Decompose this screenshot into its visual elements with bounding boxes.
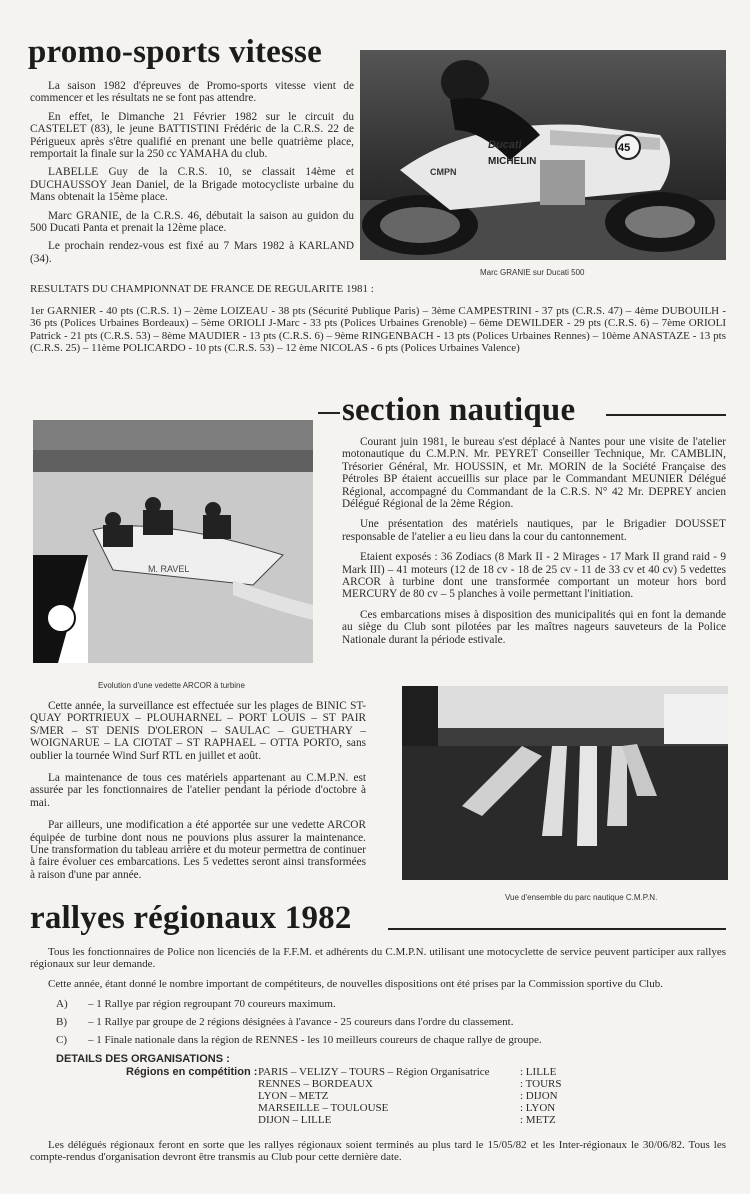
promo-title: promo-sports vitesse: [28, 34, 322, 70]
rallyes-intro-1: Tous les fonctionnaires de Police non licenciés de la F.F.M. et adhérents du C.M.P.N. utilisant une motocyclette de service peuvent participer aux rallyes régionaux sur leur demande.: [30, 946, 726, 971]
rallyes-list-item: [56, 1034, 726, 1046]
rallyes-title-rule: [388, 928, 726, 930]
list-letter: C): [56, 1034, 67, 1046]
boat-photo: [33, 420, 313, 663]
region-group: DIJON – LILLE: [258, 1114, 332, 1126]
list-text: – 1 Rallye par région regroupant 70 coureurs maximum.: [88, 998, 336, 1010]
rallyes-title: rallyes régionaux 1982: [30, 900, 352, 936]
nautique-title-rule: [606, 414, 726, 416]
regions-label: Régions en compétition :: [126, 1066, 258, 1078]
region-group: MARSEILLE – TOULOUSE: [258, 1102, 389, 1114]
list-letter: A): [56, 998, 68, 1010]
rallyes-intro-2: Cette année, étant donné le nombre important de compétiteurs, de nouvelles dispositions ont été prises par la Commission sportive du Club.: [48, 977, 663, 990]
region-row: [258, 1066, 561, 1078]
rallyes-intro: [30, 946, 726, 996]
regions-table: [258, 1066, 561, 1126]
details-title: DETAILS DES ORGANISATIONS :: [56, 1053, 230, 1065]
promo-paragraph-2: En effet, le Dimanche 21 Février 1982 sur le circuit du CASTELET (83), le jeune BATTISTINI Frédéric de la C.R.S. 22 de Périgueux après s'être qualifié en prenant une belle quatrième place, remportait la finale sur la 250 cc YAMAHA du club.: [30, 110, 354, 161]
list-text: – 1 Rallye par groupe de 2 régions désignées à l'avance - 25 coureurs dans l'ordre du classement.: [88, 1016, 514, 1028]
boat-photo-caption: Evolution d'une vedette ARCOR à turbine: [98, 681, 245, 690]
boat-name-text: M. RAVEL: [148, 564, 190, 574]
rallyes-list-item: [56, 998, 726, 1010]
promo-paragraph-3: LABELLE Guy de la C.R.S. 10, se classait 14ème et DUCHAUSSOY Jean Daniel, de la Brigade motocycliste urbaine du Mans obtenait la 15ème place.: [30, 166, 354, 204]
promo-paragraph-5: Le prochain rendez-vous est fixé au 7 Mars 1982 à KARLAND (34).: [30, 240, 354, 265]
nautique-right-paragraph-1: Courant juin 1981, le bureau s'est déplacé à Nantes pour une visite de l'atelier motonautique du C.M.P.N. Mr. PEYRET Conseiller Technique, Mr. CAMBLIN, Trésorier Général, Mr. HOUSSIN, et Mr. MORIN de la Société Française des Pétroles BP étaient accueillis sur place par le Commandant MEUNIER Délégué Régional, accompagné du Commandant de la C.R.S. N° 42 Mr. DEPREY ancien Délégué Régional de la 2ème Région.: [342, 436, 726, 511]
nautique-title-dash: [318, 412, 340, 414]
motorcycle-photo-caption: Marc GRANIE sur Ducati 500: [480, 268, 585, 277]
region-row: [258, 1114, 561, 1126]
nautique-text-right: [342, 436, 726, 652]
tank-text: Ducati: [488, 139, 522, 151]
region-organizer: : DIJON: [520, 1090, 558, 1102]
promo-paragraph-4: Marc GRANIE, de la C.R.S. 46, débutait la saison au guidon du 500 Ducati Panta et prenait la 12ème place.: [30, 209, 354, 235]
nautique-left-paragraph-1: Cette année, la surveillance est effectuée sur les plages de BINIC ST-QUAY PORTRIEUX – PLOUHARNEL – PORT LOUIS – ST PAIR S/MER – ST DENIS D'OLERON – SAULAC – GUETHARY – WOIGNARUE – LA CIOTAT – ST RAPHAEL – OTTA PORTO, sans oublier la tournée Wind Surf RTL en juillet et août.: [30, 700, 366, 762]
nautique-left-paragraph-2: La maintenance de tous ces matériels appartenant au C.M.P.N. est assurée par les fonctionnaires de l'atelier pendant la période d'octobre à mai.: [30, 772, 366, 809]
nautique-right-paragraph-3: Etaient exposés : 36 Zodiacs (8 Mark II - 2 Mirages - 17 Mark II grand raid - 9 Mark III) – 41 moteurs (12 de 18 cv - 18 de 25 cv - 11 de 33 cv et 40 cv) 5 vedettes ARCOR à turbine dont une transformée comportant un moteur hors bord MERCURY de 80 cv – 5 planches à voile permettant l'initiation.: [342, 551, 726, 601]
results-title: RESULTATS DU CHAMPIONNAT DE FRANCE DE REGULARITE 1981 :: [30, 283, 374, 295]
region-organizer: : LILLE: [520, 1066, 557, 1078]
fairing-text: CMPN: [430, 167, 457, 177]
zodiac-park-photo: [402, 686, 728, 880]
region-group: LYON – METZ: [258, 1090, 329, 1102]
region-row: [258, 1078, 561, 1090]
region-organizer: : METZ: [520, 1114, 556, 1126]
rallyes-list-item: [56, 1016, 726, 1028]
list-letter: B): [56, 1016, 67, 1028]
motorcycle-photo: [360, 50, 726, 260]
region-row: [258, 1102, 561, 1114]
promo-text: [30, 80, 354, 271]
nautique-text-left: [30, 700, 366, 887]
boat-illustration: [33, 420, 313, 663]
nautique-left-paragraph-3: Par ailleurs, une modification a été apportée sur une vedette ARCOR équipée de turbine dont nous ne pouvions plus assurer la maintenance. Une transformation du tableau arrière et du moteur permettra de continuer à faire évoluer ces embarcations. Les 5 vedettes seront ainsi transformées à raison d'une par année.: [30, 819, 366, 881]
region-organizer: : LYON: [520, 1102, 556, 1114]
region-row: [258, 1090, 561, 1102]
zodiac-park-photo-caption: Vue d'ensemble du parc nautique C.M.P.N.: [505, 893, 658, 902]
region-group: RENNES – BORDEAUX: [258, 1078, 373, 1090]
list-text: – 1 Finale nationale dans la région de RENNES - les 10 meilleurs coureurs de chaque rallye de groupe.: [88, 1034, 542, 1046]
zodiac-illustration: [402, 686, 728, 880]
nautique-title: section nautique: [342, 392, 576, 428]
region-organizer: : TOURS: [520, 1078, 562, 1090]
results-text: 1er GARNIER - 40 pts (C.R.S. 1) – 2ème LOIZEAU - 38 pts (Sécurité Publique Paris) – 3ème CAMPESTRINI - 37 pts (C.R.S. 47) – 4ème DUBOUILH - 36 pts (Polices Urbaines Bordeaux) – 5ème ORIOLI J-Marc - 33 pts (Polices Urbaines Grenoble) – 6ème DEWILDER - 29 pts (C.R.S. 6) – 7ème ORIOLI Patrick - 21 pts (C.R.S. 53) – 8ème MAUDIER - 13 pts (C.R.S. 6) – 9ème RINGENBACH - 13 pts (Polices Urbaines Rennes) – 10ème ANASTAZE - 13 pts (C.R.S. 25) – 11ème POLICARDO - 10 pts (C.R.S. 53) – 12 ème NICOLAS - 6 pts (Polices Urbaines Valence): [30, 305, 726, 354]
rallyes-list: [56, 998, 726, 1046]
brand-text: MICHELIN: [488, 156, 537, 167]
promo-paragraph-1: La saison 1982 d'épreuves de Promo-sports vitesse vient de commencer et les résultats ne se font pas attendre.: [30, 80, 354, 105]
rallyes-closing: Les délégués régionaux feront en sorte que les rallyes régionaux soient terminés au plus tard le 15/05/82 et les Inter-régionaux le 30/06/82. Tous les compte-rendus d'organisation devront être transmis au Club pour cette dernière date.: [30, 1139, 726, 1164]
race-number: 45: [618, 142, 631, 154]
region-group: PARIS – VELIZY – TOURS – Région Organisatrice: [258, 1066, 490, 1078]
nautique-right-paragraph-2: Une présentation des matériels nautiques, par le Brigadier DOUSSET responsable de l'atelier a eu lieu dans la cour du cantonnement.: [342, 518, 726, 543]
motorcycle-illustration: [360, 50, 726, 260]
nautique-right-paragraph-4: Ces embarcations mises à disposition des municipalités qui en font la demande au siège du Club sont pilotées par les maîtres nageurs sauveteurs de la Police Nationale durant la période estivale.: [342, 608, 726, 646]
